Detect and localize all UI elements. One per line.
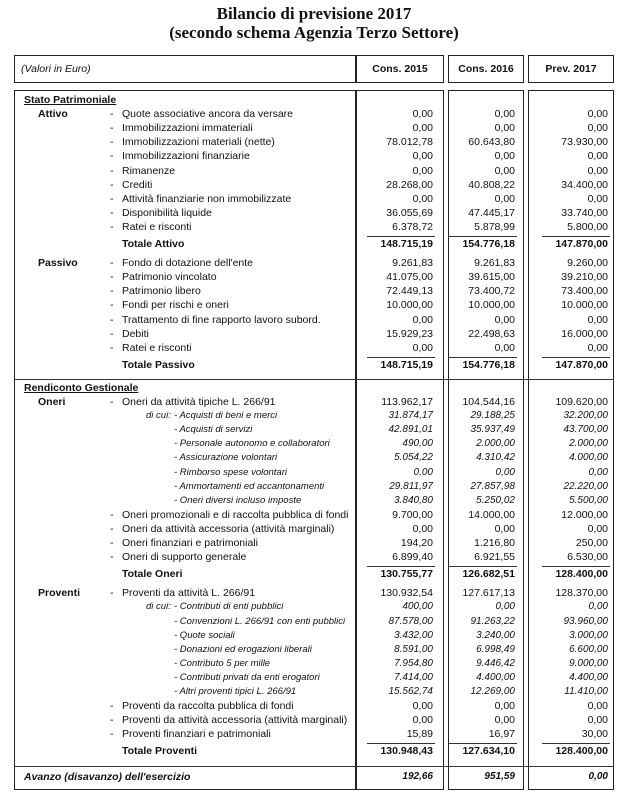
dash-marker: - — [110, 522, 114, 535]
value-cell: 5.800,00 — [567, 220, 608, 233]
value-cell: 0,00 — [494, 700, 515, 713]
value-cell: 0,00 — [587, 714, 608, 727]
dash-marker: - — [110, 396, 114, 408]
footer-divider — [14, 766, 614, 767]
value-cell: 0,00 — [587, 150, 608, 163]
value-cell: 0,00 — [412, 122, 433, 135]
total-label: Totale Passivo — [122, 358, 195, 371]
value-cell: 5.878,99 — [474, 220, 515, 233]
value-cell: 5.054,22 — [394, 452, 433, 464]
value-cell: 0,00 — [588, 466, 608, 478]
footer-value-cell: 0,00 — [588, 770, 608, 782]
value-cell: 0,00 — [412, 313, 433, 326]
dash-marker: - — [110, 551, 114, 564]
value-cell: 5.250,02 — [476, 494, 515, 506]
line-item-label: Immobilizzazioni finanziarie — [122, 150, 250, 163]
dash-marker: - — [110, 271, 114, 284]
line-item-label: Proventi da attività L. 266/91 — [122, 587, 256, 600]
sub-item-label: - Rimborso spese volontari — [174, 466, 287, 478]
value-cell: 47.445,17 — [468, 206, 515, 219]
value-cell: 0,00 — [494, 122, 515, 135]
value-cell: 0,00 — [587, 522, 608, 535]
sub-item-label: - Convenzioni L. 266/91 con enti pubblici — [174, 615, 346, 627]
value-cell: 6.530,00 — [567, 551, 608, 564]
value-cell: 113.962,17 — [381, 396, 433, 408]
value-cell: 0,00 — [494, 341, 515, 354]
value-cell: 6.899,40 — [392, 551, 433, 564]
value-cell: 128.370,00 — [555, 587, 608, 600]
value-cell: 4.400,00 — [569, 671, 608, 683]
value-cell: 9.261,83 — [392, 257, 433, 270]
line-item-label: Immobilizzazioni immateriali — [122, 122, 253, 135]
line-item-label: Trattamento di fine rapporto lavoro subord. — [122, 313, 321, 326]
value-cell: 194,20 — [400, 537, 433, 549]
dash-marker: - — [110, 508, 114, 521]
sub-item-label: - Personale autonomo e collaboratori — [174, 438, 330, 450]
value-cell: 72.449,13 — [386, 285, 433, 298]
footer-value-cell: 951,59 — [484, 770, 515, 782]
value-cell: 43.700,00 — [563, 424, 608, 436]
dash-marker: - — [110, 220, 114, 233]
col-header-prev-2017 — [528, 55, 614, 83]
value-cell: 128.400,00 — [555, 745, 608, 758]
dash-marker: - — [110, 714, 114, 727]
value-cell: 0,00 — [587, 122, 608, 135]
di-cui-prefix: di cui: — [146, 410, 171, 422]
value-cell: 148.715,19 — [380, 358, 433, 371]
value-cell: 29.811,97 — [389, 480, 433, 492]
value-cell: 34.400,00 — [561, 178, 608, 191]
dash-marker: - — [110, 537, 114, 549]
sub-item-label: - Contributi privati da enti erogatori — [174, 671, 320, 683]
value-cell: 9.446,42 — [476, 657, 515, 669]
dash-marker: - — [110, 192, 114, 205]
value-cell: 73.400,00 — [561, 285, 608, 298]
value-cell: 148.715,19 — [380, 238, 433, 250]
section-heading: Rendiconto Gestionale — [24, 381, 139, 394]
value-cell: 0,00 — [587, 164, 608, 177]
value-cell: 78.012,78 — [386, 136, 433, 149]
value-cell: 4.000,00 — [569, 452, 608, 464]
value-cell: 0,00 — [413, 466, 433, 478]
line-item-label: Oneri promozionali e di raccolta pubblica di fondi — [122, 508, 349, 521]
dash-marker: - — [110, 587, 114, 600]
value-cell: 0,00 — [587, 192, 608, 205]
col-header-cons-2016 — [448, 55, 524, 83]
line-item-label: Oneri da attività accessoria (attività marginali) — [122, 522, 335, 535]
value-cell: 11.410,00 — [564, 686, 608, 697]
value-cell: 73.930,00 — [561, 136, 608, 149]
value-cell: 0,00 — [494, 714, 515, 727]
value-cell: 3.432,00 — [394, 629, 433, 641]
value-cell: 14.000,00 — [468, 508, 515, 521]
dash-marker: - — [110, 206, 114, 219]
value-cell: 31.874,17 — [388, 410, 433, 422]
total-label: Totale Attivo — [122, 238, 185, 250]
value-cell: 130.932,54 — [380, 587, 433, 600]
line-item-label: Proventi finanziari e patrimoniali — [122, 728, 271, 741]
line-item-label: Ratei e risconti — [122, 341, 192, 354]
value-cell: 0,00 — [494, 192, 515, 205]
value-cell: 40.808,22 — [468, 178, 515, 191]
value-cell: 0,00 — [587, 341, 608, 354]
value-cell: 0,00 — [587, 700, 608, 713]
dash-marker: - — [110, 178, 114, 191]
sub-item-label: - Acquisti di beni e merci — [174, 410, 278, 422]
sub-item-label: - Oneri diversi incluso imposte — [174, 494, 302, 506]
value-cell: 15.562,74 — [388, 686, 433, 697]
units-header-cell — [14, 55, 356, 83]
line-item-label: Immobilizzazioni materiali (nette) — [122, 136, 275, 149]
section-heading: Stato Patrimoniale — [24, 94, 117, 106]
line-item-label: Oneri di supporto generale — [122, 551, 247, 564]
value-cell: 5.500,00 — [569, 494, 608, 506]
col-header-cons-2015 — [356, 55, 444, 83]
value-cell: 28.268,00 — [386, 178, 433, 191]
value-cell: 7.954,80 — [394, 657, 433, 669]
dash-marker: - — [110, 150, 114, 163]
line-item-label: Patrimonio vincolato — [122, 271, 217, 284]
document-title: Bilancio di previsione 2017 — [216, 4, 412, 23]
value-cell: 16,97 — [488, 728, 515, 741]
total-label: Totale Oneri — [122, 568, 183, 581]
dash-marker: - — [110, 164, 114, 177]
value-cell: 154.776,18 — [462, 358, 515, 371]
value-cell: 0,00 — [495, 466, 515, 478]
value-cell: 109.620,00 — [555, 396, 608, 408]
dash-marker: - — [110, 728, 114, 741]
sub-item-label: - Assicurazione volontari — [174, 452, 278, 464]
group-label: Passivo — [38, 257, 78, 270]
value-cell: 10.000,00 — [468, 299, 515, 312]
value-cell: 127.634,10 — [462, 745, 515, 758]
value-cell: 42.891,01 — [388, 424, 433, 436]
footer-label: Avanzo (disavanzo) dell'esercizio — [24, 770, 191, 783]
sub-item-label: - Ammortamenti ed accantonamenti — [174, 480, 325, 492]
line-item-label: Patrimonio libero — [122, 285, 201, 298]
value-cell: 33.740,00 — [561, 206, 608, 219]
line-item-label: Fondi per rischi e oneri — [122, 299, 229, 312]
line-item-label: Fondo di dotazione dell'ente — [122, 257, 254, 270]
group-label: Oneri — [38, 396, 66, 408]
value-cell: 93.960,00 — [563, 615, 608, 627]
value-cell: 130.948,43 — [380, 745, 433, 758]
value-cell: 250,00 — [575, 537, 608, 549]
units-label: (Valori in Euro) — [21, 63, 91, 75]
value-cell: 91.263,22 — [470, 615, 515, 627]
total-label: Totale Proventi — [122, 745, 198, 758]
dash-marker: - — [110, 257, 114, 270]
line-item-label: Proventi da attività accessoria (attività marginali) — [122, 714, 348, 727]
col-header-label: Prev. 2017 — [545, 63, 597, 75]
value-cell: 6.921,55 — [474, 551, 515, 564]
value-cell: 60.643,80 — [468, 136, 515, 149]
value-cell: 15.929,23 — [386, 327, 433, 340]
value-cell: 10.000,00 — [561, 299, 608, 312]
dash-marker: - — [110, 122, 114, 135]
value-cell: 127.617,13 — [462, 587, 515, 600]
value-cell: 41.075,00 — [386, 271, 433, 284]
value-cell: 147.870,00 — [555, 238, 608, 250]
sub-item-label: - Donazioni ed erogazioni liberali — [174, 643, 312, 655]
value-cell: 154.776,18 — [462, 238, 515, 250]
dash-marker: - — [110, 285, 114, 298]
value-cell: 130.755,77 — [380, 568, 433, 581]
value-cell: 39.615,00 — [468, 271, 515, 284]
value-cell: 0,00 — [494, 108, 515, 121]
value-cell: 6.998,49 — [476, 643, 515, 655]
value-cell: 39.210,00 — [561, 271, 608, 284]
value-cell: 35.937,49 — [470, 424, 515, 436]
value-cell: 0,00 — [412, 192, 433, 205]
document-subtitle: (secondo schema Agenzia Terzo Settore) — [169, 23, 459, 42]
value-cell: 0,00 — [412, 341, 433, 354]
value-cell: 0,00 — [588, 601, 608, 613]
value-cell: 87.578,00 — [388, 615, 433, 627]
value-cell: 15,89 — [406, 728, 433, 741]
section-divider — [14, 379, 614, 380]
value-cell: 27.857,98 — [470, 480, 515, 492]
dash-marker: - — [110, 700, 114, 713]
value-cell: 1.216,80 — [474, 537, 515, 549]
value-cell: 490,00 — [402, 438, 433, 450]
dash-marker: - — [110, 136, 114, 149]
value-cell: 2.000,00 — [476, 438, 515, 450]
value-cell: 32.200,00 — [563, 410, 608, 422]
line-item-label: Proventi da raccolta pubblica di fondi — [122, 700, 294, 713]
line-item-label: Oneri finanziari e patrimoniali — [122, 537, 258, 549]
value-cell: 0,00 — [412, 150, 433, 163]
sub-item-label: - Quote sociali — [174, 629, 235, 641]
value-cell: 0,00 — [412, 108, 433, 121]
value-cell: 30,00 — [581, 728, 608, 741]
value-cell: 147.870,00 — [555, 358, 608, 371]
value-cell: 73.400,72 — [468, 285, 515, 298]
value-cell: 3.240,00 — [476, 629, 515, 641]
value-cell: 29.188,25 — [470, 410, 515, 422]
line-item-label: Rimanenze — [122, 164, 176, 177]
line-item-label: Debiti — [122, 327, 149, 340]
value-cell: 10.000,00 — [386, 299, 433, 312]
value-cell: 4.400,00 — [476, 671, 515, 683]
value-cell: 36.055,69 — [386, 206, 433, 219]
group-label: Proventi — [38, 587, 81, 600]
line-item-label: Ratei e risconti — [122, 220, 192, 233]
value-cell: 400,00 — [402, 601, 433, 613]
group-label: Attivo — [38, 108, 68, 121]
col-header-label: Cons. 2016 — [458, 63, 514, 75]
value-cell: 12.000,00 — [561, 508, 608, 521]
value-cell: 3.000,00 — [569, 629, 608, 641]
value-cell: 0,00 — [412, 164, 433, 177]
sub-item-label: - Altri proventi tipici L. 266/91 — [174, 686, 297, 697]
dash-marker: - — [110, 341, 114, 354]
value-cell: 0,00 — [494, 313, 515, 326]
sub-item-label: - Contributo 5 per mille — [174, 657, 271, 669]
value-cell: 0,00 — [412, 700, 433, 713]
value-cell: 22.220,00 — [563, 480, 608, 492]
value-cell: 104.544,16 — [462, 396, 515, 408]
value-cell: 9.000,00 — [569, 657, 608, 669]
value-cell: 3.840,80 — [394, 494, 433, 506]
di-cui-prefix: di cui: — [146, 601, 171, 613]
line-item-label: Oneri da attività tipiche L. 266/91 — [122, 396, 276, 408]
col-header-label: Cons. 2015 — [372, 63, 428, 75]
value-cell: 9.260,00 — [567, 257, 608, 270]
value-cell: 0,00 — [587, 313, 608, 326]
value-cell: 0,00 — [495, 601, 515, 613]
dash-marker: - — [110, 108, 114, 121]
value-cell: 0,00 — [587, 108, 608, 121]
value-cell: 0,00 — [412, 714, 433, 727]
value-cell: 0,00 — [494, 522, 515, 535]
value-cell: 16.000,00 — [561, 327, 608, 340]
sub-item-label: - Acquisti di servizi — [174, 424, 253, 436]
value-cell: 6.600,00 — [569, 643, 608, 655]
value-cell: 9.700,00 — [392, 508, 433, 521]
value-cell: 128.400,00 — [555, 568, 608, 581]
value-cell: 0,00 — [412, 522, 433, 535]
line-item-label: Quote associative ancora da versare — [122, 108, 294, 121]
line-item-label: Disponibilità liquide — [122, 206, 212, 219]
dash-marker: - — [110, 313, 114, 326]
value-cell: 2.000,00 — [569, 438, 608, 450]
value-cell: 8.591,00 — [394, 643, 433, 655]
line-item-label: Crediti — [122, 178, 153, 191]
value-cell: 12.269,00 — [470, 686, 515, 697]
value-cell: 126.682,51 — [462, 568, 515, 581]
value-cell: 7.414,00 — [394, 671, 433, 683]
value-cell: 6.378,72 — [392, 220, 433, 233]
value-cell: 4.310,42 — [476, 452, 515, 464]
value-cell: 0,00 — [494, 150, 515, 163]
value-cell: 9.261,83 — [474, 257, 515, 270]
value-cell: 0,00 — [494, 164, 515, 177]
dash-marker: - — [110, 299, 114, 312]
sub-item-label: - Contributi di enti pubblici — [174, 601, 284, 613]
value-cell: 22.498,63 — [468, 327, 515, 340]
footer-value-cell: 192,66 — [402, 770, 433, 782]
dash-marker: - — [110, 327, 114, 340]
line-item-label: Attività finanziarie non immobilizzate — [122, 192, 292, 205]
